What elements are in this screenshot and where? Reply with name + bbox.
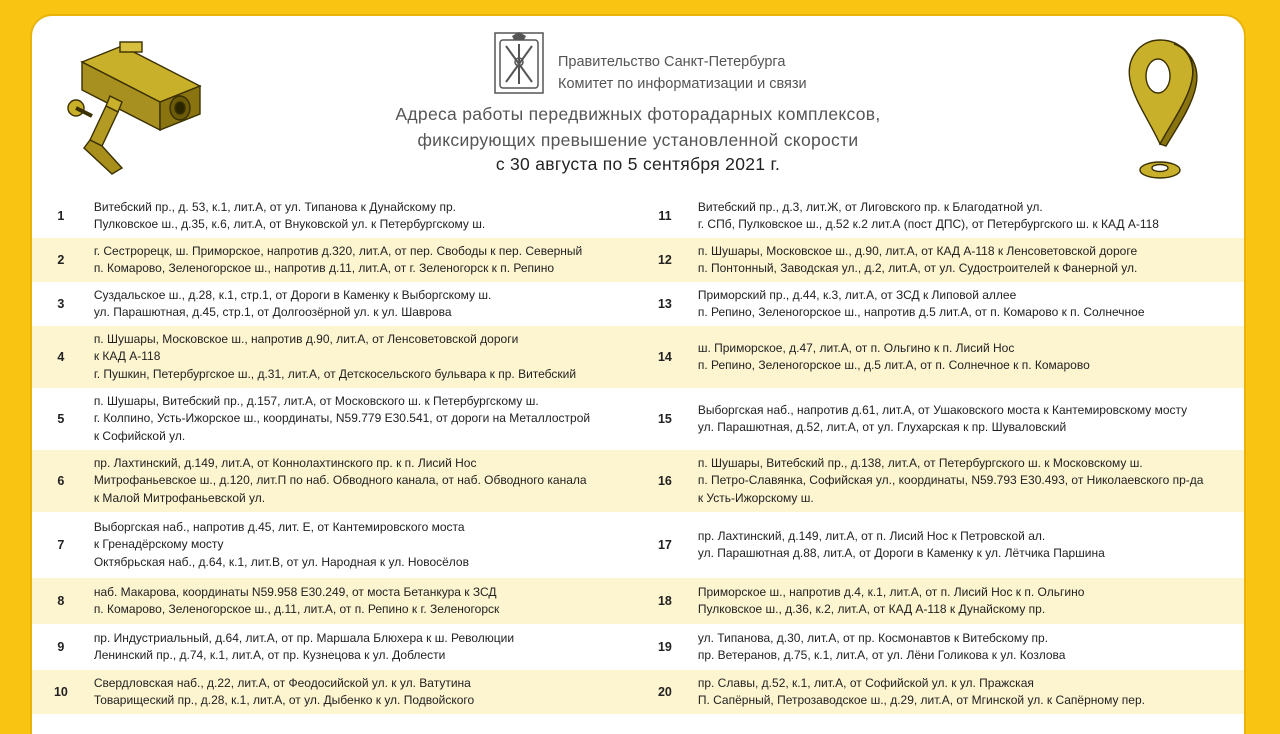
row-number: 8 [57,594,65,608]
table-row [32,282,1244,326]
row-number: 17 [657,538,672,552]
row-number: 5 [57,412,65,426]
document-card [30,14,1246,734]
address-cell: п. Шушары, Витебский пр., д.138, лит.А, от Петербургского ш. к Московскому ш. п. Петро-Славянка, Софийская ул., координаты, N59.793 E30.493, от Николаевского пр-да к Усть-Ижорскому ш. [697,455,1204,505]
table-row [32,512,1244,578]
title-date-range: с 30 августа по 5 сентября 2021 г. [495,154,781,174]
table-row [32,194,1244,238]
document-header [32,16,1244,194]
row-number: 4 [57,350,65,364]
location-pin-icon [1120,36,1200,186]
address-cell: Приморское ш., напротив д.4, к.1, лит.А, от п. Лисий Нос к п. Ольгино Пулковское ш., д.36, к.2, лит.А, от КАД А-118 к Дунайскому пр. [697,584,1085,616]
address-cell: Витебский пр., д. 53, к.1, лит.А, от ул. Типанова к Дунайскому пр. Пулковское ш., д.35, к.6, лит.А, от Внуковской ул. к Петербургскому ш. [93,199,486,231]
table-row [32,578,1244,624]
table-row [32,388,1244,450]
row-number: 9 [57,640,65,654]
table-row [32,450,1244,512]
government-logo-block [494,32,807,96]
row-number: 16 [657,474,672,488]
address-cell: г. Сестрорецк, ш. Приморское, напротив д.320, лит.А, от пер. Свободы к пер. Северный п. Комарово, Зеленогорское ш., напротив д.11, лит.А, от г. Зеленогорск к п. Репино [93,243,583,275]
table-row [32,624,1244,670]
address-cell: п. Шушары, Витебский пр., д.157, лит.А, от Московского ш. к Петербургскому ш. г. Колпино, Усть-Ижорское ш., координаты, N59.779 E30.541, от дороги на Металлострой к Софийской ул. [93,393,591,443]
address-cell: пр. Лахтинский, д.149, лит.А, от п. Лисий Нос к Петровской ал. ул. Парашютная д.88, лит.А, от Дороги в Каменку к ул. Лётчика Паршина [697,528,1105,560]
row-number: 13 [657,297,672,311]
title-line-2: фиксирующих превышение установленной скорости [417,130,859,150]
title-line-1: Адреса работы передвижных фоторадарных комплексов, [395,104,881,124]
address-cell: пр. Славы, д.52, к.1, лит.А, от Софийской ул. к ул. Пражская П. Сапёрный, Петрозаводское ш., д.29, лит.А, от Мгинской ул. к Сапёрному пер. [697,675,1145,707]
row-number: 18 [657,594,672,608]
table-row [32,238,1244,282]
address-cell: Суздальское ш., д.28, к.1, стр.1, от Дороги в Каменку к Выборгскому ш. ул. Парашютная, д.45, стр.1, от Долгоозёрной ул. к ул. Шаврова [93,287,492,319]
address-cell: Выборгская наб., напротив д.61, лит.А, от Ушаковского моста к Кантемировскому мосту ул. Парашютная, д.52, лит.А, от ул. Глухарская к пр. Шуваловский [697,402,1188,434]
committee-name: Комитет по информатизации и связи [558,76,807,92]
row-number: 3 [57,297,65,311]
address-cell: ул. Типанова, д.30, лит.А, от пр. Космонавтов к Витебскому пр. пр. Ветеранов, д.75, к.1, лит.А, от ул. Лёни Голикова к ул. Козлова [697,630,1066,662]
address-cell: пр. Лахтинский, д.149, лит.А, от Коннолахтинского пр. к п. Лисий Нос Митрофаньевское ш., д.120, лит.П по наб. Обводного канала, от наб. Обводного канала к Малой Митрофаньевской ул. [93,455,587,505]
row-number: 11 [658,209,672,223]
table-row [32,670,1244,714]
row-number: 19 [657,640,672,654]
row-number: 1 [57,209,65,223]
government-name: Правительство Санкт-Петербурга [558,54,786,70]
row-number: 7 [57,538,65,552]
table-row [32,326,1244,388]
address-cell: п. Шушары, Московское ш., д.90, лит.А, от КАД А-118 к Ленсоветовской дороге п. Понтонный, Заводская ул., д.2, лит.А, от ул. Судостроителей к Фанерной ул. [697,243,1138,275]
address-cell: п. Шушары, Московское ш., напротив д.90, лит.А, от Ленсоветовской дороги к КАД А-118 г. Пушкин, Петербургское ш., д.31, лит.А, от Детскосельского бульвара к пр. Витебский [93,331,577,381]
address-cell: Приморский пр., д.44, к.3, лит.А, от ЗСД к Липовой аллее п. Репино, Зеленогорское ш., напротив д.5 лит.А, от п. Комарово к п. Солнечное [697,287,1145,319]
address-cell: Выборгская наб., напротив д.45, лит. Е, от Кантемировского моста к Гренадёрскому мосту Октябрьская наб., д.64, к.1, лит.В, от ул. Народная к ул. Новосёлов [93,519,469,569]
row-number: 20 [657,685,672,699]
address-cell: Витебский пр., д.3, лит.Ж, от Лиговского пр. к Благодатной ул. г. СПб, Пулковское ш., д.52 к.2 лит.А (пост ДПС), от Петербургского ш. к КАД А-118 [697,199,1159,231]
coat-of-arms-icon [494,32,544,94]
addresses-table [32,194,1244,714]
row-number: 15 [657,412,672,426]
row-number: 2 [57,253,65,267]
row-number: 12 [657,253,672,267]
address-cell: Свердловская наб., д.22, лит.А, от Феодосийской ул. к ул. Ватутина Товарищеский пр., д.28, к.1, лит.А, от ул. Дыбенко к ул. Подвойского [93,675,475,707]
address-cell: ш. Приморское, д.47, лит.А, от п. Ольгино к п. Лисий Нос п. Репино, Зеленогорское ш., д.5 лит.А, от п. Солнечное к п. Комарово [697,340,1090,372]
address-cell: пр. Индустриальный, д.64, лит.А, от пр. Маршала Блюхера к ш. Революции Ленинский пр., д.74, к.1, лит.А, от пр. Кузнецова к ул. Доблести [93,630,515,662]
row-number: 6 [57,474,65,488]
row-number: 14 [657,350,672,364]
row-number: 10 [53,685,68,699]
address-cell: наб. Макарова, координаты N59.958 E30.249, от моста Бетанкура к ЗСД п. Комарово, Зеленогорское ш., д.11, лит.А, от п. Репино к г. Зеленогорск [93,584,500,616]
